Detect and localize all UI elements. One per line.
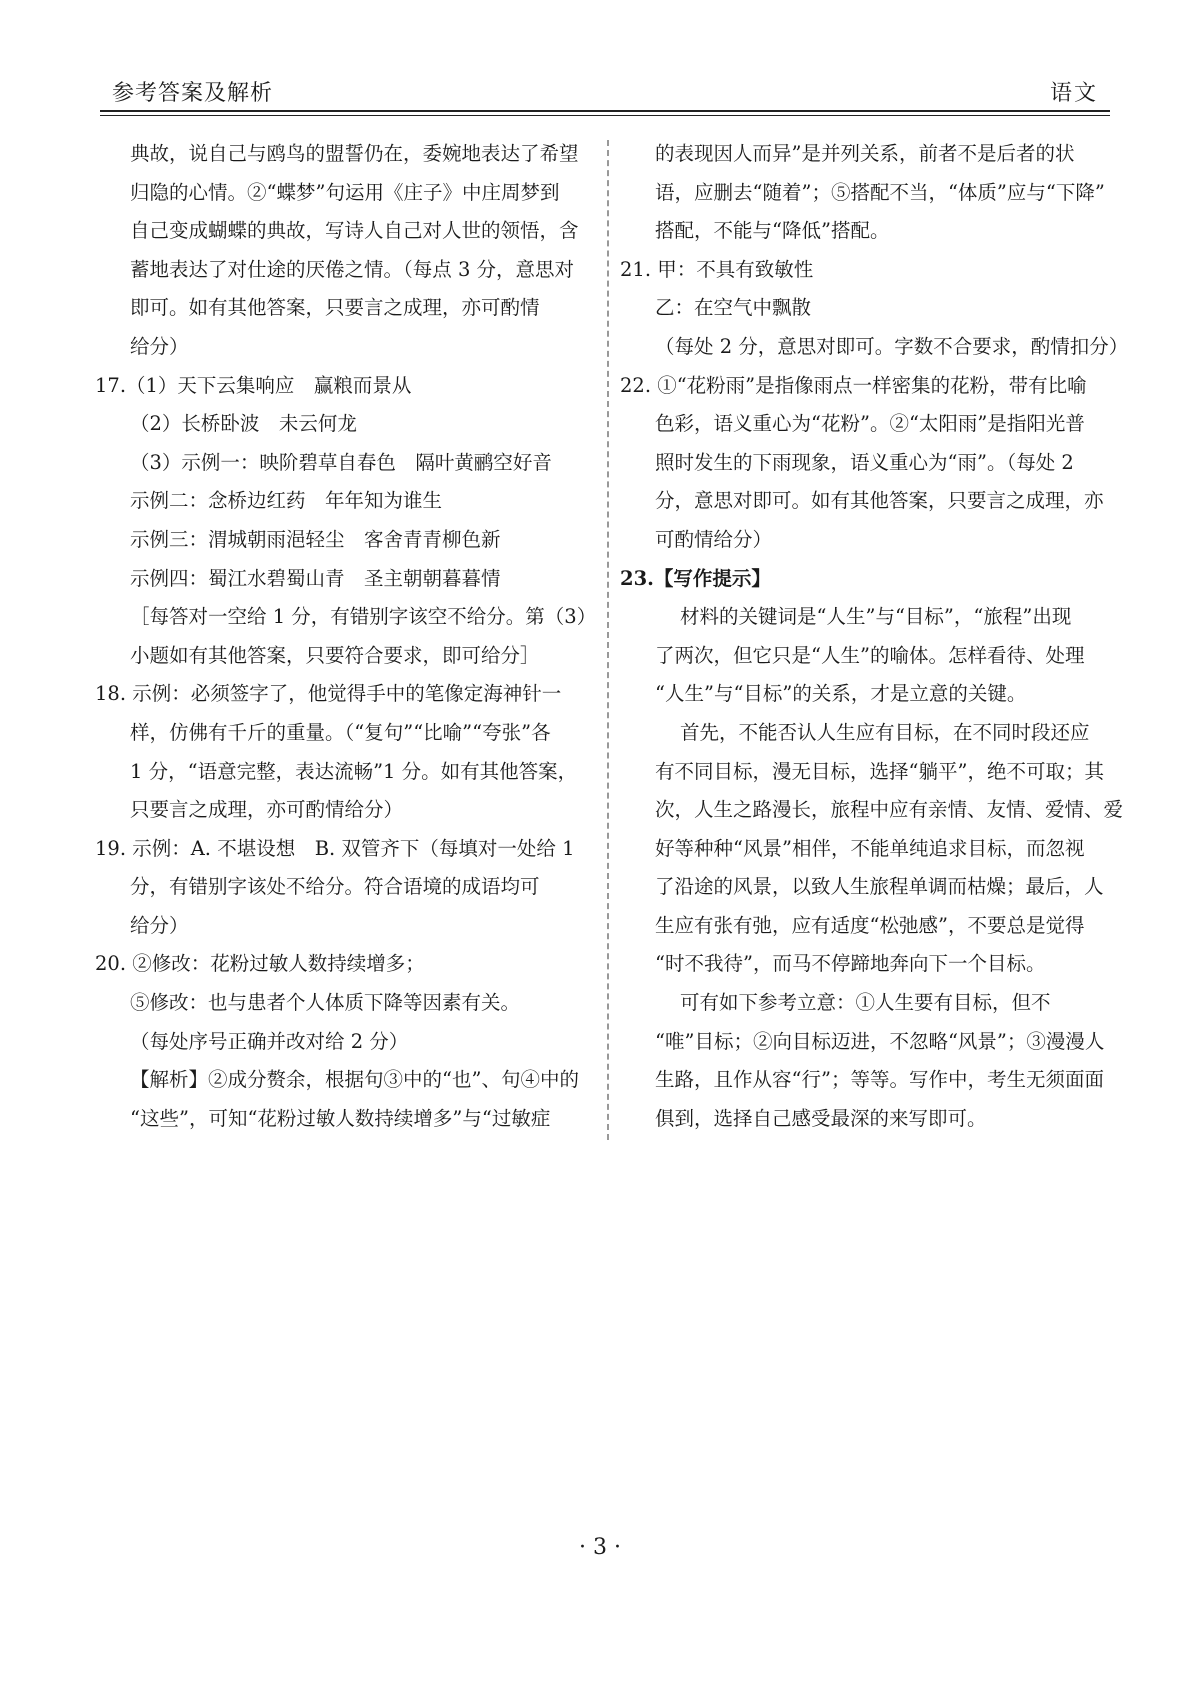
text-line: 色彩，语义重心为“花粉”。②“太阳雨”是指阳光普 [655, 412, 1085, 436]
answer-23: 23.【写作提示】 [620, 566, 771, 590]
header-title: 参考答案及解析 [112, 81, 274, 106]
text-line: 分，意思对即可。如有其他答案，只要言之成理，亦 [655, 489, 1104, 513]
text-line: （每处序号正确并改对给 2 分） [130, 1029, 409, 1053]
text-line: 乙：在空气中飘散 [655, 296, 812, 320]
page-number: · 3 · [579, 1535, 621, 1560]
analysis-line: 【解析】②成分赘余，根据句③中的“也”、句④中的 [130, 1068, 579, 1092]
text-line: 即可。如有其他答案，只要言之成理，亦可酌情 [130, 296, 540, 320]
text-line: 搭配，不能与“降低”搭配。 [655, 219, 890, 243]
answer-19: 19. 示例：A. 不堪设想 B. 双管齐下（每填对一处给 1 [95, 836, 575, 860]
text-line: 材料的关键词是“人生”与“目标”，“旅程”出现 [680, 605, 1072, 629]
answer-18: 18. 示例：必须签字了，他觉得手中的笔像定海神针一 [95, 682, 562, 706]
text-line: 了沿途的风景，以致人生旅程单调而枯燥；最后，人 [655, 875, 1104, 899]
text-line: “人生”与“目标”的关系，才是立意的关键。 [655, 682, 1027, 706]
text-line: 自己变成蝴蝶的典故，写诗人自己对人世的领悟，含 [130, 219, 579, 243]
text-line: 示例四：蜀江水碧蜀山青 圣主朝朝暮暮情 [130, 566, 501, 590]
answer-17: 17.（1）天下云集响应 赢粮而景从 [95, 373, 412, 397]
column-divider [607, 140, 609, 1140]
text-line: “这些”，可知“花粉过敏人数持续增多”与“过敏症 [130, 1106, 551, 1130]
text-line: 1 分，“语意完整，表达流畅”1 分。如有其他答案， [130, 759, 578, 783]
text-line: 分，有错别字该处不给分。符合语境的成语均可 [130, 875, 540, 899]
text-line: （2）长桥卧波 未云何龙 [130, 412, 357, 436]
text-line: 给分） [130, 334, 189, 358]
text-line: 俱到，选择自己感受最深的来写即可。 [655, 1106, 987, 1130]
text-line: 示例二：念桥边红药 年年知为谁生 [130, 489, 443, 513]
text-line: 归隐的心情。②“蝶梦”句运用《庄子》中庄周梦到 [130, 180, 560, 204]
text-line: 给分） [130, 913, 189, 937]
text-line: 典故，说自己与鸥鸟的盟誓仍在，委婉地表达了希望 [130, 142, 579, 165]
text-line: 次，人生之路漫长，旅程中应有亲情、友情、爱情、爱 [655, 798, 1124, 822]
text-line: 生应有张有弛，应有适度“松弛感”，不要总是觉得 [655, 913, 1085, 937]
text-line: 有不同目标，漫无目标，选择“躺平”，绝不可取；其 [655, 759, 1104, 783]
left-column [95, 135, 595, 1138]
text-line: “唯”目标；②向目标迈进，不忽略“风景”；③漫漫人 [655, 1029, 1105, 1053]
text-line: 生路，且作从容“行”；等等。写作中，考生无须面面 [655, 1068, 1104, 1092]
right-column [620, 135, 1129, 1138]
text-line: 只要言之成理，亦可酌情给分） [130, 798, 404, 822]
answer-22: 22. ①“花粉雨”是指像雨点一样密集的花粉，带有比喻 [620, 373, 1087, 397]
text-line: “时不我待”，而马不停蹄地奔向下一个目标。 [655, 952, 1046, 976]
text-line: 可酌情给分） [655, 527, 773, 551]
text-line: （3）示例一：映阶碧草自春色 隔叶黄鹂空好音 [130, 450, 552, 474]
text-line: 示例三：渭城朝雨浥轻尘 客舍青青柳色新 [130, 527, 501, 551]
text-line: 样，仿佛有千斤的重量。（“复句”“比喻”“夸张”各 [130, 720, 551, 744]
text-line: 小题如有其他答案，只要符合要求，即可给分］ [130, 643, 540, 667]
text-line: 照时发生的下雨现象，语义重心为“雨”。（每处 2 [655, 450, 1074, 474]
text-line: （每处 2 分，意思对即可。字数不合要求，酌情扣分） [655, 334, 1129, 358]
text-line: 首先，不能否认人生应有目标，在不同时段还应 [680, 720, 1090, 744]
header-rule-thick [100, 110, 1110, 112]
text-line: 好等种种“风景”相伴，不能单纯追求目标，而忽视 [655, 836, 1085, 860]
answer-21: 21. 甲：不具有致敏性 [620, 257, 814, 281]
text-line: 蓄地表达了对仕途的厌倦之情。（每点 3 分，意思对 [130, 257, 575, 281]
text-line: 语，应删去“随着”；⑤搭配不当，“体质”应与“下降” [655, 180, 1105, 204]
text-line: 了两次，但它只是“人生”的喻体。怎样看待、处理 [655, 643, 1085, 667]
answer-20: 20. ②修改：花粉过敏人数持续增多； [95, 952, 425, 976]
text-line: ⑤修改：也与患者个人体质下降等因素有关。 [130, 991, 521, 1015]
text-line: 可有如下参考立意：①人生要有目标，但不 [680, 991, 1051, 1015]
text-line: ［每答对一空给 1 分，有错别字该空不给分。第（3） [130, 605, 597, 629]
header-subject: 语文 [1049, 81, 1098, 106]
text-line: 的表现因人而异”是并列关系，前者不是后者的状 [655, 142, 1075, 165]
header-rule-thin [100, 115, 1110, 116]
